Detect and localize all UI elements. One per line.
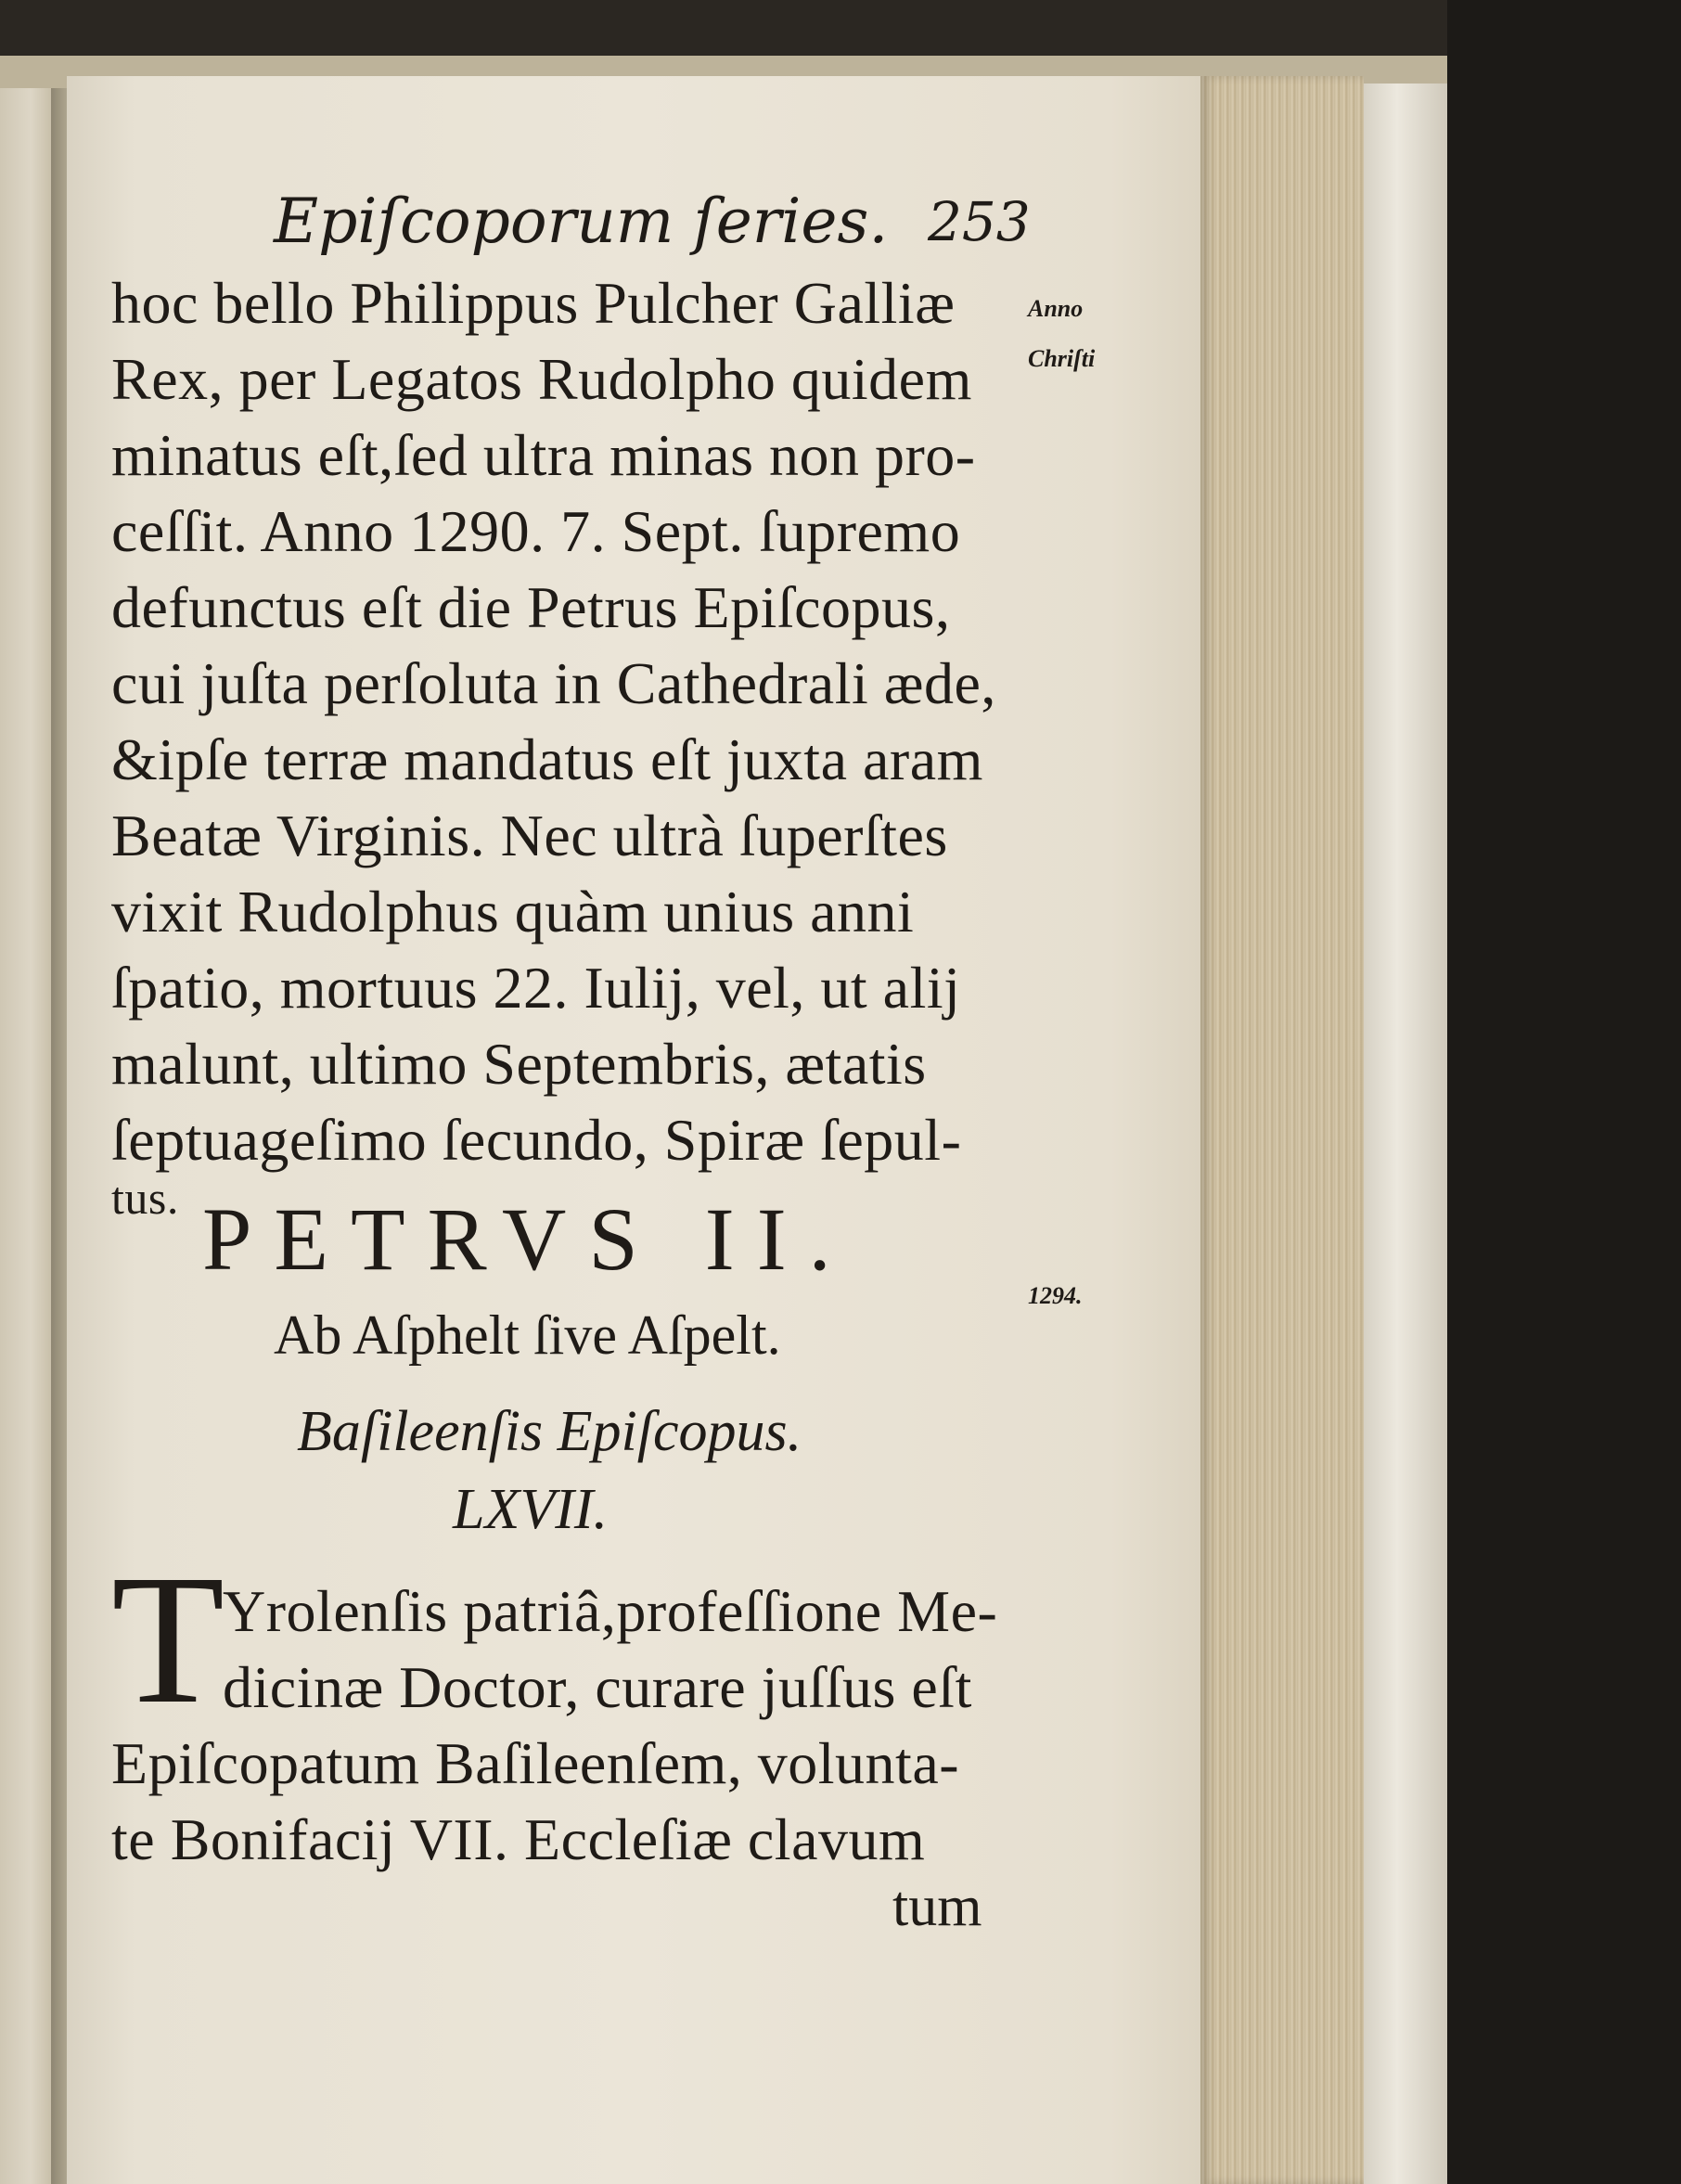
catchword: tum (892, 1875, 982, 1938)
italic-heading-title: Baſileenſis Epiſcopus. (297, 1400, 802, 1463)
page-number: 253 (928, 190, 1031, 253)
margin-note-christi: Chriſti (1028, 345, 1096, 372)
italic-heading-number: LXVII. (453, 1478, 609, 1541)
paragraph-line: Epiſcopatum Baſileenſem, volunta- (111, 1730, 960, 1796)
drop-cap: T (111, 1537, 225, 1742)
running-head: Epiſcoporum ſeries. (274, 186, 889, 257)
body-line: vixit Rudolphus quàm unius anni (111, 879, 915, 944)
body-line: minatus eſt,ſed ultra minas non pro- (111, 422, 976, 488)
section-heading: PETRVS II. (202, 1189, 853, 1289)
margin-note-anno: Anno (1028, 295, 1084, 322)
body-line: ſeptuageſimo ſecundo, Spiræ ſepul- (111, 1107, 962, 1173)
body-line: Rex, per Legatos Rudolpho quidem (111, 346, 972, 412)
body-line: defunctus eſt die Petrus Epiſcopus, (111, 574, 951, 640)
back-board (1364, 84, 1447, 2184)
paragraph-line: dicinæ Doctor, curare juſſus eſt (223, 1654, 972, 1720)
body-line: ſpatio, mortuus 22. Iulij, vel, ut alij (111, 955, 961, 1021)
page-edges (1200, 76, 1364, 2184)
section-subheading: Ab Aſphelt ſive Aſpelt. (274, 1304, 781, 1366)
body-line: Beatæ Virginis. Nec ultrà ſuperſtes (111, 803, 948, 868)
backdrop (1447, 0, 1681, 2184)
body-line: tus. (111, 1172, 179, 1224)
margin-note-year: 1294. (1028, 1282, 1083, 1309)
left-facing-page (0, 88, 53, 2184)
body-line: malunt, ultimo Septembris, ætatis (111, 1031, 927, 1097)
body-line: cui juſta perſoluta in Cathedrali æde, (111, 650, 996, 716)
body-line: hoc bello Philippus Pulcher Galliæ (111, 270, 956, 336)
body-line: ceſſit. Anno 1290. 7. Sept. ſupremo (111, 498, 961, 564)
paragraph-line: te Bonifacij VII. Eccleſiæ clavum (111, 1806, 926, 1872)
paragraph-line: Yrolenſis patriâ,profeſſione Me- (223, 1578, 998, 1644)
body-line: &ipſe terræ mandatus eſt juxta aram (111, 726, 983, 792)
